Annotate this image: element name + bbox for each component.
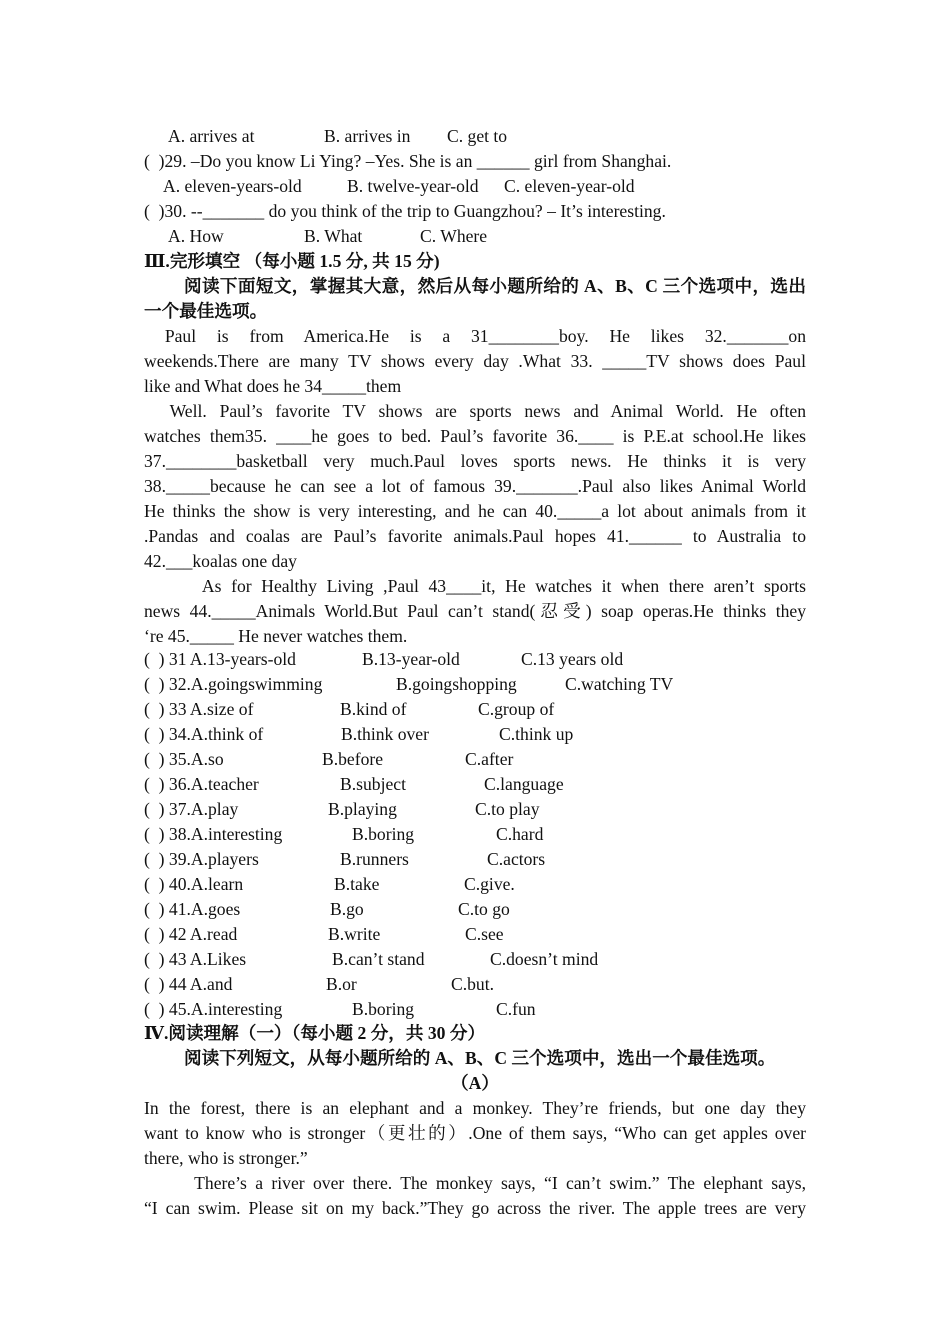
cloze-item-question-option-a: ( ) 39.A.players (144, 849, 259, 869)
cloze-item-option-c: C.group of (478, 699, 555, 719)
cloze-item-option-b: B.subject (340, 774, 406, 794)
cloze-item-option-c: C.to go (458, 899, 510, 919)
cloze-item (144, 797, 806, 822)
section3-passage-line: like and What does he 34_____them (144, 376, 402, 396)
cloze-item-question-option-a: ( ) 41.A.goes (144, 899, 241, 919)
q30-question: ( )30. --_______ do you think of the trip to Guangzhou? – It’s interesting. (144, 201, 666, 221)
cloze-item (144, 972, 806, 997)
q28-option-b: B. arrives in (324, 126, 411, 146)
section4-passage-line: “I can swim. Please sit on my back.”They go across the river. The apple trees are very (144, 1198, 806, 1218)
cloze-item-option-c: C.watching TV (565, 674, 674, 694)
cloze-item-option-b: B.can’t stand (332, 949, 425, 969)
cloze-item (144, 772, 806, 797)
section3-passage-line: Paul is from America.He is a 31________boy. He likes 32._______on (144, 326, 806, 346)
q28-option-a: A. arrives at (168, 126, 255, 146)
cloze-item-option-b: B.goingshopping (396, 674, 517, 694)
cloze-item-question-option-a: ( ) 32.A.goingswimming (144, 674, 323, 694)
cloze-item-question-option-a: ( ) 38.A.interesting (144, 824, 283, 844)
cloze-item-option-b: B.boring (352, 999, 415, 1019)
cloze-item (144, 947, 806, 972)
cloze-item-option-b: B.or (326, 974, 357, 994)
cloze-item-option-c: C.13 years old (521, 649, 624, 669)
q29-option-c: C. eleven-year-old (504, 176, 635, 196)
cloze-item-option-c: C.language (484, 774, 564, 794)
cloze-item (144, 997, 806, 1022)
cloze-item-question-option-a: ( ) 35.A.so (144, 749, 224, 769)
section4-passage-line: There’s a river over there. The monkey says, “I can’t swim.” The elephant says, (144, 1173, 806, 1193)
cloze-item-option-c: C.give. (464, 874, 515, 894)
section3-passage-line: news 44._____Animals World.But Paul can’t stand(忍受) soap operas.He thinks they (144, 601, 806, 621)
cloze-item-option-c: C.fun (496, 999, 536, 1019)
section3-passage-line: Well. Paul’s favorite TV shows are sports news and Animal World. He often (144, 401, 806, 421)
cloze-item-option-c: C.doesn’t mind (490, 949, 599, 969)
section3-instruction-line1: 阅读下面短文，掌握其大意，然后从每小题所给的 A、B、C 三个选项中，选出 (184, 276, 806, 296)
cloze-item-option-b: B.think over (341, 724, 429, 744)
cloze-item-question-option-a: ( ) 34.A.think of (144, 724, 264, 744)
cloze-item (144, 897, 806, 922)
q29-option-a: A. eleven-years-old (163, 176, 302, 196)
cloze-item-option-b: B.before (322, 749, 384, 769)
section4-passage-line: there, who is stronger.” (144, 1148, 308, 1168)
cloze-item-option-b: B.playing (328, 799, 397, 819)
cloze-item-option-c: C.see (465, 924, 504, 944)
cloze-item-question-option-a: ( ) 36.A.teacher (144, 774, 259, 794)
cloze-item (144, 822, 806, 847)
section4-passage-line: In the forest, there is an elephant and a monkey. They’re friends, but one day they (144, 1098, 806, 1118)
section3-passage-line: 38._____because he can see a lot of famous 39._______.Paul also likes Animal World (144, 476, 806, 496)
cloze-item-question-option-a: ( ) 40.A.learn (144, 874, 244, 894)
cloze-item-option-b: B.kind of (340, 699, 407, 719)
cloze-item-option-b: B.take (334, 874, 380, 894)
cloze-item (144, 672, 806, 697)
passage-a-label: （A） (451, 1073, 499, 1093)
section4-instruction: 阅读下列短文，从每小题所给的 A、B、C 三个选项中，选出一个最佳选项。 (184, 1048, 776, 1068)
cloze-item-question-option-a: ( ) 44 A.and (144, 974, 233, 994)
cloze-item-option-b: B.boring (352, 824, 415, 844)
section3-passage-line: He thinks the show is very interesting, and he can 40._____a lot about animals from it (144, 501, 806, 521)
section3-passage-line: 37.________basketball very much.Paul loves sports news. He thinks it is very (144, 451, 806, 471)
cloze-item-option-c: C.hard (496, 824, 544, 844)
cloze-item (144, 747, 806, 772)
cloze-item-option-b: B.write (328, 924, 381, 944)
section3-passage-line: 42.___koalas one day (144, 551, 297, 571)
q28-option-c: C. get to (447, 126, 508, 146)
q29-options (144, 174, 806, 199)
cloze-item-question-option-a: ( ) 42 A.read (144, 924, 238, 944)
q28-options (144, 124, 806, 149)
cloze-item-option-c: C.think up (499, 724, 574, 744)
cloze-item-question-option-a: ( ) 45.A.interesting (144, 999, 283, 1019)
q30-option-c: C. Where (420, 226, 488, 246)
q30-options (144, 224, 806, 249)
cloze-item (144, 647, 806, 672)
section3-passage-line: ‘re 45._____ He never watches them. (144, 626, 408, 646)
cloze-item-option-c: C.actors (487, 849, 546, 869)
cloze-item (144, 697, 806, 722)
section3-passage-line: .Pandas and coalas are Paul’s favorite animals.Paul hopes 41.______ to Australia to (144, 526, 806, 546)
cloze-item-option-b: B.go (330, 899, 364, 919)
cloze-item-question-option-a: ( ) 37.A.play (144, 799, 239, 819)
cloze-item-option-c: C.to play (475, 799, 540, 819)
section3-passage-line: As for Healthy Living ,Paul 43____it, He watches it when there aren’t sports (144, 576, 806, 596)
section4-passage-line: want to know who is stronger（更壮的）.One of them says, “Who can get apples over (144, 1123, 806, 1143)
section4-heading: Ⅳ.阅读理解（一）（每小题 2 分，共 30 分） (144, 1023, 486, 1043)
cloze-item-option-b: B.13-year-old (362, 649, 460, 669)
cloze-item (144, 872, 806, 897)
cloze-item-option-b: B.runners (340, 849, 409, 869)
cloze-item-option-c: C.but. (451, 974, 495, 994)
section3-instruction-line2: 一个最佳选项。 (144, 301, 268, 321)
q30-option-a: A. How (168, 226, 224, 246)
cloze-item-question-option-a: ( ) 43 A.Likes (144, 949, 247, 969)
cloze-item-option-c: C.after (465, 749, 514, 769)
cloze-item-question-option-a: ( ) 31 A.13-years-old (144, 649, 296, 669)
q29-option-b: B. twelve-year-old (347, 176, 479, 196)
q29-question: ( )29. –Do you know Li Ying? –Yes. She is an ______ girl from Shanghai. (144, 151, 672, 171)
section3-passage-line: weekends.There are many TV shows every day .What 33. _____TV shows does Paul (144, 351, 806, 371)
cloze-item-question-option-a: ( ) 33 A.size of (144, 699, 254, 719)
cloze-item (144, 722, 806, 747)
section3-heading: Ⅲ.完形填空 （每小题 1.5 分, 共 15 分) (144, 251, 440, 271)
cloze-item (144, 847, 806, 872)
cloze-item (144, 922, 806, 947)
section3-passage-line: watches them35. ____he goes to bed. Paul’s favorite 36.____ is P.E.at school.He likes (144, 426, 806, 446)
q30-option-b: B. What (304, 226, 363, 246)
